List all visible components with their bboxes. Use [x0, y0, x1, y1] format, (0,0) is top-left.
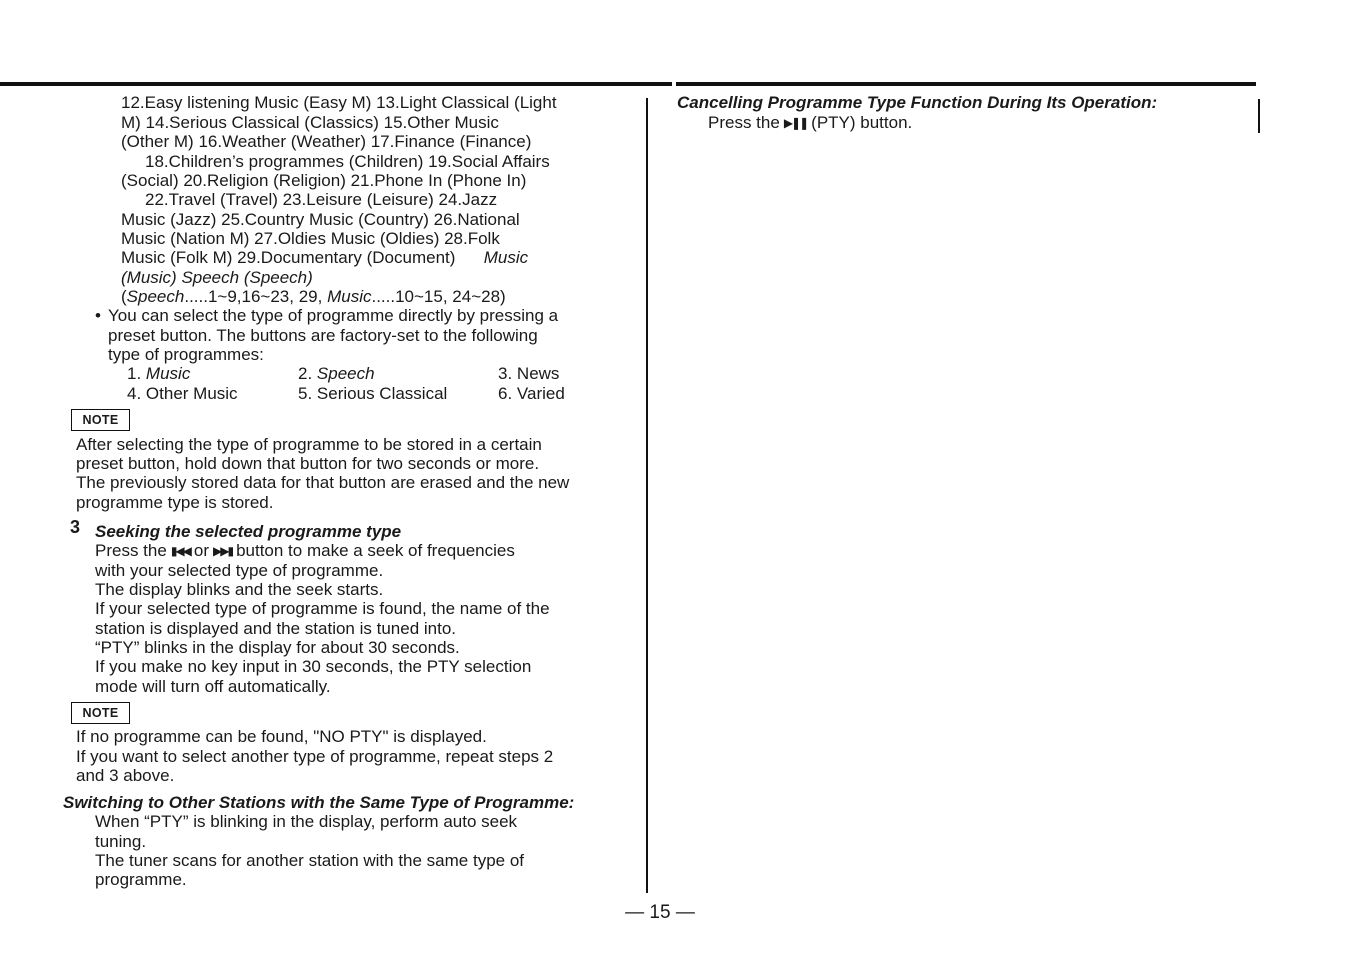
- preset-num: 6.: [498, 384, 513, 403]
- top-rule-left: [0, 82, 672, 86]
- preset-label: Speech: [316, 364, 375, 383]
- pty-line: 12.Easy listening Music (Easy M) 13.Light Classical (Light: [121, 93, 557, 112]
- note-line: programme type is stored.: [76, 493, 274, 512]
- switch-line: programme.: [95, 870, 187, 889]
- pty-line: M) 14.Serious Classical (Classics) 15.Other Music: [121, 113, 499, 132]
- prev-track-icon: ▮◀◀: [170, 544, 190, 558]
- cancel-text: (PTY) button.: [811, 113, 913, 132]
- preset-label: Serious Classical: [316, 384, 448, 403]
- range-speech-word: Speech: [126, 287, 185, 306]
- step-text: button to make a seek of frequencies: [236, 541, 515, 560]
- preset-num: 3.: [498, 364, 513, 383]
- step-line: [95, 541, 515, 561]
- preset-label: Varied: [516, 384, 565, 403]
- pty-line: Music (Jazz) 25.Country Music (Country) 26.National: [121, 210, 520, 229]
- pty-line: 18.Children’s programmes (Children) 19.Social Affairs: [145, 152, 550, 171]
- bullet-line: type of programmes:: [108, 345, 264, 364]
- step-line: “PTY” blinks in the display for about 30 seconds.: [95, 638, 460, 657]
- note-line: If you want to select another type of programme, repeat steps 2: [76, 747, 554, 766]
- right-edge-mark: [1258, 99, 1260, 133]
- switch-line: The tuner scans for another station with the same type of: [95, 851, 525, 870]
- bullet-mark: •: [95, 306, 101, 325]
- range-music-values: .....10~15, 24~28): [371, 287, 506, 306]
- pty-line-italic: [121, 268, 313, 287]
- pty-line-text: Music (Folk M) 29.Documentary (Document): [121, 248, 456, 267]
- switch-line: tuning.: [95, 832, 147, 851]
- column-divider: [646, 98, 648, 893]
- preset-num: 2.: [298, 364, 313, 383]
- step-line: with your selected type of programme.: [95, 561, 384, 580]
- step-line: If your selected type of programme is found, the name of the: [95, 599, 550, 618]
- play-pause-icon: ▶❚❚: [783, 116, 808, 130]
- range-open: (: [121, 287, 127, 306]
- note-label: NOTE: [71, 409, 130, 431]
- bullet-line: preset button. The buttons are factory-set to the following: [108, 326, 538, 345]
- note-label: NOTE: [71, 702, 130, 724]
- preset-item: [127, 384, 238, 403]
- pty-line: (Other M) 16.Weather (Weather) 17.Finance (Finance): [121, 132, 532, 151]
- next-track-icon: ▶▶▮: [213, 544, 233, 558]
- preset-label: News: [516, 364, 560, 383]
- top-rule-right: [676, 82, 1256, 86]
- note-line: The previously stored data for that button are erased and the new: [76, 473, 570, 492]
- step-line: If you make no key input in 30 seconds, the PTY selection: [95, 657, 532, 676]
- preset-item: [298, 364, 375, 383]
- switch-line: When “PTY” is blinking in the display, perform auto seek: [95, 812, 518, 831]
- note-line: preset button, hold down that button for two seconds or more.: [76, 454, 540, 473]
- preset-num: 1.: [127, 364, 142, 383]
- preset-num: 5.: [298, 384, 313, 403]
- switch-title: Switching to Other Stations with the Same Type of Programme:: [63, 793, 575, 812]
- cancel-line: [708, 113, 912, 133]
- range-speech-values: .....1~9,16~23, 29,: [184, 287, 328, 306]
- bullet-line: You can select the type of programme directly by pressing a: [108, 306, 559, 325]
- pty-last-line: (Music) Speech (Speech): [121, 268, 313, 287]
- cancel-text: Press the: [708, 113, 780, 132]
- pty-line: [121, 248, 528, 267]
- preset-label: Music: [145, 364, 191, 383]
- note-line: and 3 above.: [76, 766, 175, 785]
- pty-line: 22.Travel (Travel) 23.Leisure (Leisure) 24.Jazz: [145, 190, 498, 209]
- pty-music-italic: Music: [483, 248, 529, 267]
- step-text: or: [193, 541, 209, 560]
- step-number: 3: [70, 517, 81, 537]
- preset-item: [298, 384, 447, 403]
- range-music-word: Music: [327, 287, 372, 306]
- step-text: Press the: [95, 541, 167, 560]
- step-line: The display blinks and the seek starts.: [95, 580, 384, 599]
- pty-range-line: [121, 287, 506, 306]
- step-title: Seeking the selected programme type: [95, 522, 402, 541]
- cancel-title: Cancelling Programme Type Function During Its Operation:: [677, 93, 1158, 112]
- note-line: After selecting the type of programme to be stored in a certain: [76, 435, 542, 454]
- preset-num: 4.: [127, 384, 142, 403]
- pty-line: Music (Nation M) 27.Oldies Music (Oldies) 28.Folk: [121, 229, 500, 248]
- preset-item: [498, 364, 559, 383]
- note-line: If no programme can be found, "NO PTY" is displayed.: [76, 727, 487, 746]
- step-line: station is displayed and the station is tuned into.: [95, 619, 457, 638]
- preset-item: [127, 364, 190, 383]
- page-number: — 15 —: [625, 902, 695, 923]
- pty-line: (Social) 20.Religion (Religion) 21.Phone In (Phone In): [121, 171, 527, 190]
- step-line: mode will turn off automatically.: [95, 677, 331, 696]
- preset-item: [498, 384, 565, 403]
- preset-label: Other Music: [145, 384, 238, 403]
